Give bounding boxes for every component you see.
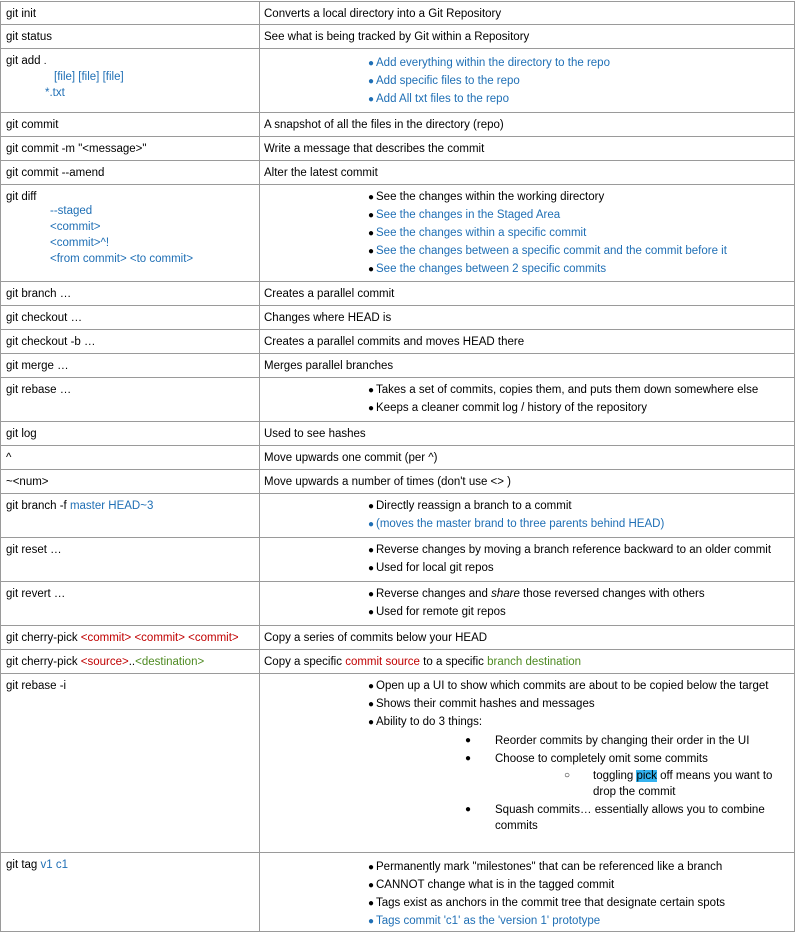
diff-option: --staged	[50, 205, 93, 217]
command-cell: git merge …	[6, 360, 69, 372]
diff-option: <from commit> <to commit>	[50, 253, 194, 265]
bullet-item: ● Add All txt files to the repo	[368, 93, 509, 105]
command-cell: git log	[6, 428, 37, 440]
row-caret	[0, 446, 795, 470]
diff-option: <commit>^!	[50, 237, 110, 249]
bullet-item: ● See the changes within the working directory	[368, 191, 605, 203]
description-cell: Creates a parallel commit	[264, 288, 395, 300]
bullet-item: ● See the changes within a specific commit	[368, 227, 587, 239]
row-git-checkout-b	[0, 330, 795, 354]
command-cell: git revert …	[6, 588, 66, 600]
description-cell: Merges parallel branches	[264, 360, 394, 372]
row-git-checkout	[0, 306, 795, 330]
description-cell: Move upwards one commit (per ^)	[264, 452, 438, 464]
bullet-item: ● Open up a UI to show which commits are about to be copied below the target	[368, 680, 769, 692]
command-cell: git diff	[6, 191, 37, 203]
bullet-item: ● Permanently mark "milestones" that can be referenced like a branch	[368, 861, 723, 873]
add-files-option: [file] [file] [file]	[54, 71, 124, 83]
command-cell: git branch -f master HEAD~3	[6, 500, 154, 512]
command-cell: ^	[6, 452, 12, 464]
bullet-item: ● Keeps a cleaner commit log / history of the repository	[368, 402, 648, 414]
row-git-log	[0, 422, 795, 446]
row-git-cherry-pick-range	[0, 650, 795, 674]
diff-option: <commit>	[50, 221, 101, 233]
bullet-item: ● (moves the master brand to three parents behind HEAD)	[368, 518, 665, 530]
description-cell: Copy a series of commits below your HEAD	[264, 632, 488, 644]
row-git-cherry-pick-series	[0, 626, 795, 650]
description-cell: Move upwards a number of times (don't use <> )	[264, 476, 512, 488]
row-git-branch	[0, 282, 795, 306]
add-txt-option: *.txt	[45, 87, 65, 99]
bullet-list	[368, 541, 793, 577]
description-cell: Converts a local directory into a Git Repository	[264, 8, 502, 20]
row-git-diff	[0, 185, 795, 282]
row-git-branch-f	[0, 494, 795, 538]
command-cell: git rebase …	[6, 384, 72, 396]
bullet-list	[368, 188, 793, 278]
bullet-item: ● See the changes between 2 specific commits	[368, 263, 607, 275]
description-cell: Creates a parallel commits and moves HEAD there	[264, 336, 525, 348]
bullet-item: ● Add everything within the directory to the repo	[368, 57, 610, 69]
row-git-add	[0, 49, 795, 113]
description-cell: A snapshot of all the files in the directory (repo)	[264, 119, 504, 131]
row-git-merge	[0, 354, 795, 378]
bullet-list	[368, 497, 793, 533]
description-cell: Alter the latest commit	[264, 167, 378, 179]
bullet-list	[368, 677, 793, 731]
bullet-item: ● Used for local git repos	[368, 562, 494, 574]
command-cell: git rebase -i	[6, 680, 67, 692]
bullet-item: ● Add specific files to the repo	[368, 75, 520, 87]
bullet-item: ● Shows their commit hashes and messages	[368, 698, 595, 710]
command-cell: git cherry-pick <source>..<destination>	[6, 656, 205, 668]
bullet-item: ● See the changes between a specific commit and the commit before it	[368, 245, 727, 257]
bullet-item: ● Used for remote git repos	[368, 606, 506, 618]
command-cell: git commit --amend	[6, 167, 105, 179]
command-cell: git commit -m "<message>"	[6, 143, 147, 155]
bullet-list	[368, 585, 793, 621]
bullet-item: ● Tags exist as anchors in the commit tree that designate certain spots	[368, 897, 726, 909]
bullet-item: ● Ability to do 3 things:	[368, 716, 483, 728]
description-cell: Used to see hashes	[264, 428, 366, 440]
command-cell: git commit	[6, 119, 59, 131]
row-tilde	[0, 470, 795, 494]
bullet-item: ● Directly reassign a branch to a commit	[368, 500, 572, 512]
row-git-rebase	[0, 378, 795, 422]
bullet-item: ● Reverse changes and share those reversed changes with others	[368, 588, 705, 600]
command-cell: git branch …	[6, 288, 72, 300]
row-git-reset	[0, 538, 795, 582]
bullet-item: ● See the changes in the Staged Area	[368, 209, 561, 221]
bullet-list	[368, 381, 793, 417]
command-cell: git add .	[6, 55, 47, 67]
bullet-item: ● Tags commit 'c1' as the 'version 1' prototype	[368, 915, 601, 927]
command-cell: git status	[6, 31, 53, 43]
bullet-list	[368, 858, 793, 930]
row-git-status	[0, 25, 795, 49]
bullet-item: ● Takes a set of commits, copies them, and puts them down somewhere else	[368, 384, 759, 396]
command-cell: git init	[6, 8, 37, 20]
row-git-rebase-interactive: git rebase -i ● Open up a UI to show which commits are about to be copied below the target ● Shows their commit hashes and messages ● Ability to do 3 things: ● Reorder commits by changing their order in the UI ● Choose to completely omit some commits ○ toggling pick off means you want to drop the commit ● Squash commits… essentially allows you to combine commits	[0, 674, 795, 853]
command-cell: git checkout …	[6, 312, 83, 324]
row-git-commit-message	[0, 137, 795, 161]
description-cell: Changes where HEAD is	[264, 312, 392, 324]
row-git-commit-amend	[0, 161, 795, 185]
description-cell: Copy a specific commit source to a specific branch destination	[264, 656, 582, 668]
command-cell: git cherry-pick <commit> <commit> <commit>	[6, 632, 239, 644]
command-cell: git reset …	[6, 544, 62, 556]
pick-highlight: pick	[636, 770, 657, 782]
description-cell: See what is being tracked by Git within a Repository	[264, 31, 530, 43]
command-cell: ~<num>	[6, 476, 49, 488]
row-git-tag	[0, 853, 795, 932]
description-cell: Write a message that describes the commit	[264, 143, 485, 155]
bullet-item: ● Reverse changes by moving a branch reference backward to an older commit	[368, 544, 772, 556]
row-git-revert	[0, 582, 795, 626]
row-git-commit	[0, 113, 795, 137]
command-cell: git tag v1 c1	[6, 859, 69, 871]
bullet-list	[368, 54, 793, 108]
bullet-item: ● CANNOT change what is in the tagged commit	[368, 879, 615, 891]
row-git-init	[0, 1, 795, 25]
command-cell: git checkout -b …	[6, 336, 96, 348]
